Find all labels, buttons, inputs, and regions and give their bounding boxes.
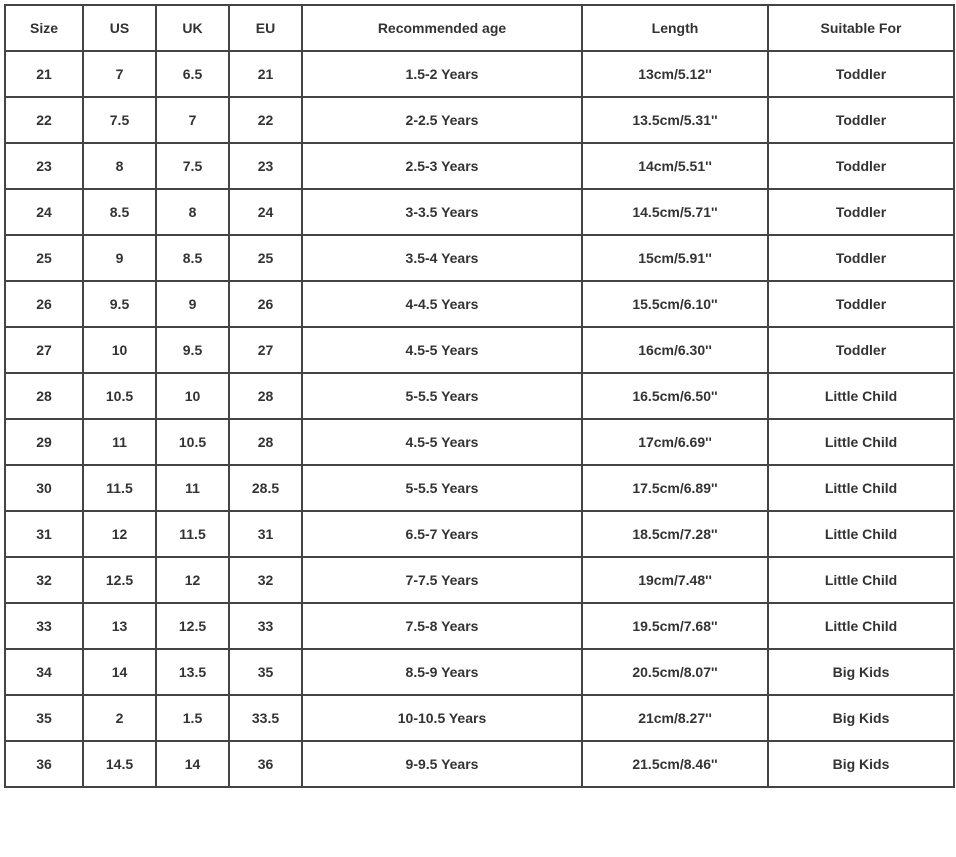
- cell-length: 15cm/5.91'': [582, 235, 768, 281]
- cell-recommended-age: 1.5-2 Years: [302, 51, 582, 97]
- cell-size: 31: [5, 511, 83, 557]
- cell-us: 8.5: [83, 189, 156, 235]
- table-row: [5, 189, 954, 235]
- cell-eu: 23: [229, 143, 302, 189]
- cell-us: 13: [83, 603, 156, 649]
- cell-recommended-age: 4.5-5 Years: [302, 327, 582, 373]
- cell-size: 35: [5, 695, 83, 741]
- cell-recommended-age: 7-7.5 Years: [302, 557, 582, 603]
- cell-size: 26: [5, 281, 83, 327]
- cell-recommended-age: 7.5-8 Years: [302, 603, 582, 649]
- cell-uk: 7: [156, 97, 229, 143]
- cell-length: 21.5cm/8.46'': [582, 741, 768, 787]
- cell-recommended-age: 5-5.5 Years: [302, 373, 582, 419]
- table-row: [5, 695, 954, 741]
- cell-us: 9.5: [83, 281, 156, 327]
- table-row: [5, 235, 954, 281]
- cell-uk: 10: [156, 373, 229, 419]
- header-suitable-for: Suitable For: [768, 5, 954, 51]
- size-chart-body: [5, 51, 954, 787]
- header-size: Size: [5, 5, 83, 51]
- cell-recommended-age: 4.5-5 Years: [302, 419, 582, 465]
- cell-us: 14.5: [83, 741, 156, 787]
- cell-recommended-age: 2.5-3 Years: [302, 143, 582, 189]
- size-chart-container: [4, 4, 953, 788]
- table-row: [5, 281, 954, 327]
- cell-uk: 7.5: [156, 143, 229, 189]
- cell-eu: 36: [229, 741, 302, 787]
- cell-recommended-age: 8.5-9 Years: [302, 649, 582, 695]
- cell-suitable-for: Big Kids: [768, 741, 954, 787]
- cell-suitable-for: Little Child: [768, 603, 954, 649]
- cell-us: 11.5: [83, 465, 156, 511]
- cell-uk: 8.5: [156, 235, 229, 281]
- cell-length: 17.5cm/6.89'': [582, 465, 768, 511]
- size-chart-table: [4, 4, 955, 788]
- cell-us: 2: [83, 695, 156, 741]
- table-row: [5, 143, 954, 189]
- cell-suitable-for: Toddler: [768, 143, 954, 189]
- cell-uk: 8: [156, 189, 229, 235]
- cell-recommended-age: 3-3.5 Years: [302, 189, 582, 235]
- cell-suitable-for: Toddler: [768, 51, 954, 97]
- cell-eu: 35: [229, 649, 302, 695]
- table-row: [5, 51, 954, 97]
- cell-us: 11: [83, 419, 156, 465]
- cell-eu: 27: [229, 327, 302, 373]
- cell-eu: 22: [229, 97, 302, 143]
- header-length: Length: [582, 5, 768, 51]
- cell-eu: 28: [229, 419, 302, 465]
- cell-size: 24: [5, 189, 83, 235]
- cell-us: 14: [83, 649, 156, 695]
- header-uk: UK: [156, 5, 229, 51]
- cell-uk: 6.5: [156, 51, 229, 97]
- cell-eu: 33.5: [229, 695, 302, 741]
- cell-us: 7: [83, 51, 156, 97]
- cell-size: 36: [5, 741, 83, 787]
- cell-uk: 14: [156, 741, 229, 787]
- cell-eu: 25: [229, 235, 302, 281]
- cell-length: 20.5cm/8.07'': [582, 649, 768, 695]
- cell-eu: 28.5: [229, 465, 302, 511]
- cell-suitable-for: Toddler: [768, 97, 954, 143]
- size-chart-header: [5, 5, 954, 51]
- cell-size: 23: [5, 143, 83, 189]
- header-eu: EU: [229, 5, 302, 51]
- cell-uk: 10.5: [156, 419, 229, 465]
- cell-size: 33: [5, 603, 83, 649]
- cell-length: 16cm/6.30'': [582, 327, 768, 373]
- table-row: [5, 419, 954, 465]
- cell-eu: 28: [229, 373, 302, 419]
- cell-length: 19.5cm/7.68'': [582, 603, 768, 649]
- table-row: [5, 649, 954, 695]
- cell-length: 14cm/5.51'': [582, 143, 768, 189]
- cell-size: 30: [5, 465, 83, 511]
- cell-uk: 12.5: [156, 603, 229, 649]
- cell-us: 8: [83, 143, 156, 189]
- table-row: [5, 557, 954, 603]
- cell-size: 22: [5, 97, 83, 143]
- cell-eu: 24: [229, 189, 302, 235]
- cell-eu: 32: [229, 557, 302, 603]
- cell-suitable-for: Little Child: [768, 373, 954, 419]
- cell-uk: 11: [156, 465, 229, 511]
- cell-size: 28: [5, 373, 83, 419]
- cell-length: 19cm/7.48'': [582, 557, 768, 603]
- table-row: [5, 327, 954, 373]
- cell-size: 21: [5, 51, 83, 97]
- cell-size: 29: [5, 419, 83, 465]
- cell-size: 25: [5, 235, 83, 281]
- table-row: [5, 741, 954, 787]
- cell-suitable-for: Little Child: [768, 557, 954, 603]
- cell-length: 14.5cm/5.71'': [582, 189, 768, 235]
- cell-size: 32: [5, 557, 83, 603]
- cell-eu: 26: [229, 281, 302, 327]
- cell-suitable-for: Toddler: [768, 327, 954, 373]
- table-row: [5, 603, 954, 649]
- cell-length: 13cm/5.12'': [582, 51, 768, 97]
- cell-uk: 12: [156, 557, 229, 603]
- cell-us: 7.5: [83, 97, 156, 143]
- cell-suitable-for: Toddler: [768, 235, 954, 281]
- cell-recommended-age: 2-2.5 Years: [302, 97, 582, 143]
- cell-suitable-for: Toddler: [768, 189, 954, 235]
- cell-uk: 11.5: [156, 511, 229, 557]
- cell-length: 13.5cm/5.31'': [582, 97, 768, 143]
- cell-us: 12.5: [83, 557, 156, 603]
- table-row: [5, 373, 954, 419]
- cell-eu: 31: [229, 511, 302, 557]
- cell-length: 17cm/6.69'': [582, 419, 768, 465]
- cell-size: 34: [5, 649, 83, 695]
- cell-recommended-age: 3.5-4 Years: [302, 235, 582, 281]
- cell-recommended-age: 5-5.5 Years: [302, 465, 582, 511]
- cell-suitable-for: Big Kids: [768, 695, 954, 741]
- header-row: [5, 5, 954, 51]
- cell-length: 16.5cm/6.50'': [582, 373, 768, 419]
- header-us: US: [83, 5, 156, 51]
- cell-suitable-for: Little Child: [768, 419, 954, 465]
- cell-us: 10.5: [83, 373, 156, 419]
- cell-suitable-for: Little Child: [768, 465, 954, 511]
- cell-length: 21cm/8.27'': [582, 695, 768, 741]
- cell-eu: 21: [229, 51, 302, 97]
- table-row: [5, 511, 954, 557]
- cell-uk: 9.5: [156, 327, 229, 373]
- cell-length: 15.5cm/6.10'': [582, 281, 768, 327]
- cell-suitable-for: Little Child: [768, 511, 954, 557]
- table-row: [5, 465, 954, 511]
- cell-uk: 13.5: [156, 649, 229, 695]
- cell-us: 12: [83, 511, 156, 557]
- cell-uk: 1.5: [156, 695, 229, 741]
- cell-recommended-age: 10-10.5 Years: [302, 695, 582, 741]
- cell-uk: 9: [156, 281, 229, 327]
- cell-us: 10: [83, 327, 156, 373]
- cell-recommended-age: 4-4.5 Years: [302, 281, 582, 327]
- cell-eu: 33: [229, 603, 302, 649]
- cell-length: 18.5cm/7.28'': [582, 511, 768, 557]
- table-row: [5, 97, 954, 143]
- cell-size: 27: [5, 327, 83, 373]
- cell-us: 9: [83, 235, 156, 281]
- cell-recommended-age: 9-9.5 Years: [302, 741, 582, 787]
- header-recommended-age: Recommended age: [302, 5, 582, 51]
- cell-suitable-for: Toddler: [768, 281, 954, 327]
- cell-recommended-age: 6.5-7 Years: [302, 511, 582, 557]
- cell-suitable-for: Big Kids: [768, 649, 954, 695]
